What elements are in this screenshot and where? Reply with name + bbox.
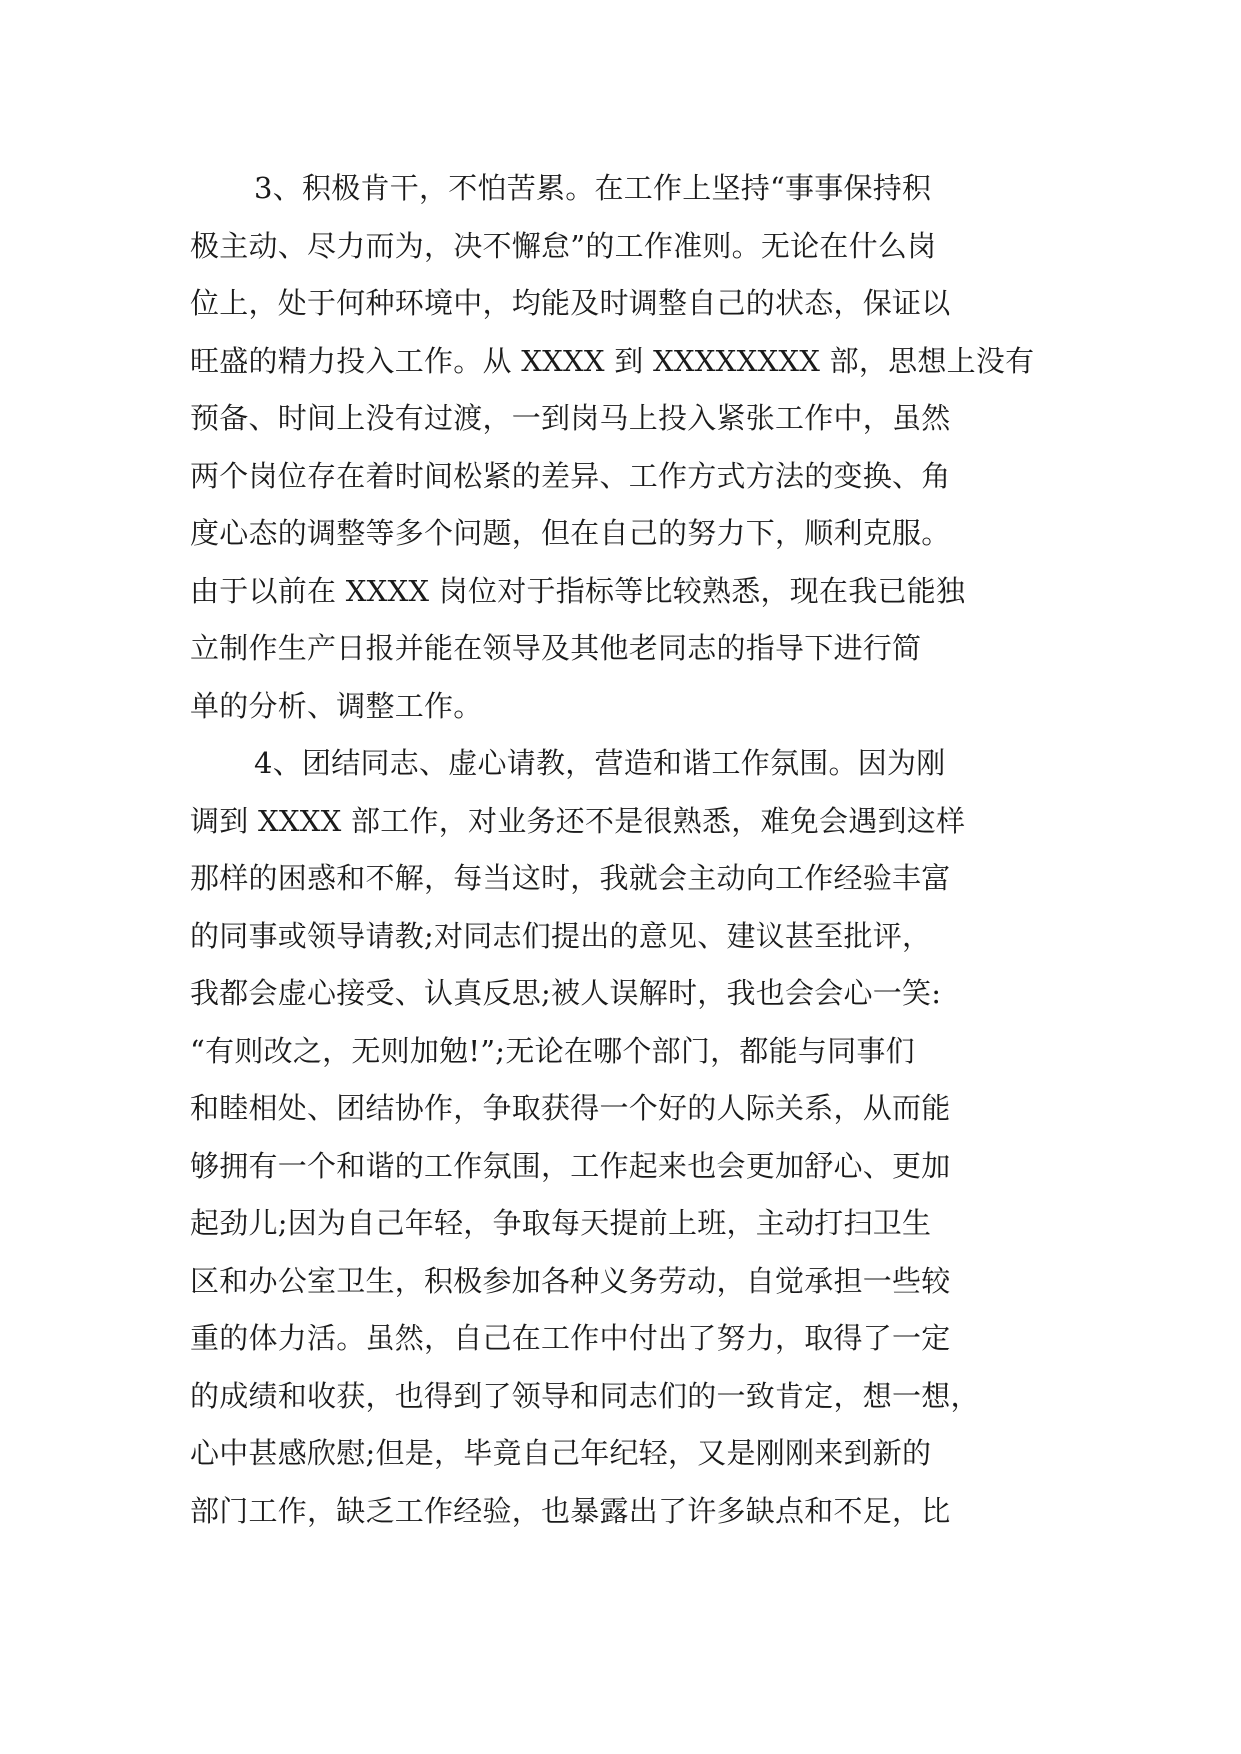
paragraph-4-line-9: 起劲儿;因为自己年轻，争取每天提前上班，主动打扫卫生 (190, 1206, 932, 1240)
paragraph-3-line-10: 单的分析、调整工作。 (190, 688, 483, 723)
paragraph-4-line-1: 4、团结同志、虚心请教，营造和谐工作氛围。因为刚 (254, 746, 946, 780)
paragraph-4-line-12: 的成绩和收获，也得到了领导和同志们的一致肯定，想一想， (190, 1378, 980, 1413)
paragraph-4-line-8: 够拥有一个和谐的工作氛围，工作起来也会更加舒心、更加 (190, 1148, 951, 1183)
paragraph-3-line-7: 度心态的调整等多个问题，但在自己的努力下，顺利克服。 (190, 516, 951, 550)
paragraph-3-line-4: 旺盛的精力投入工作。从 XXXX 到 XXXXXXXX 部，思想上没有 (190, 343, 1035, 378)
paragraph-3-line-2: 极主动、尽力而为，决不懈怠”的工作准则。无论在什么岗 (190, 228, 937, 263)
paragraph-4-line-5: 我都会虚心接受、认真反思;被人误解时，我也会会心一笑: (190, 976, 942, 1010)
paragraph-4-line-3: 那样的困惑和不解，每当这时，我就会主动向工作经验丰富 (190, 861, 951, 895)
paragraph-3-line-1: 3、积极肯干，不怕苦累。在工作上坚持“事事保持积 (254, 171, 932, 205)
paragraph-4-line-7: 和睦相处、团结协作，争取获得一个好的人际关系，从而能 (190, 1091, 951, 1125)
paragraph-4-line-2: 调到 XXXX 部工作，对业务还不是很熟悉，难免会遇到这样 (190, 803, 966, 838)
paragraph-4-line-4: 的同事或领导请教;对同志们提出的意见、建议甚至批评， (190, 918, 932, 953)
paragraph-4-line-6: “有则改之，无则加勉!”;无论在哪个部门，都能与同事们 (190, 1033, 915, 1068)
paragraph-3-line-6: 两个岗位存在着时间松紧的差异、工作方式方法的变换、角 (190, 458, 951, 493)
paragraph-3-line-3: 位上，处于何种环境中，均能及时调整自己的状态，保证以 (190, 286, 951, 320)
paragraph-3-line-9: 立制作生产日报并能在领导及其他老同志的指导下进行简 (190, 631, 922, 665)
paragraph-4-line-10: 区和办公室卫生，积极参加各种义务劳动，自觉承担一些较 (190, 1263, 951, 1298)
body-text (190, 160, 1090, 1540)
paragraph-4-line-11: 重的体力活。虽然，自己在工作中付出了努力，取得了一定 (190, 1321, 951, 1355)
paragraph-3-line-8: 由于以前在 XXXX 岗位对于指标等比较熟悉，现在我已能独 (190, 573, 966, 608)
paragraph-4-line-13: 心中甚感欣慰;但是，毕竟自己年纪轻，又是刚刚来到新的 (190, 1436, 932, 1470)
paragraph-3-line-5: 预备、时间上没有过渡，一到岗马上投入紧张工作中，虽然 (190, 401, 951, 435)
paragraph-4-line-14: 部门工作，缺乏工作经验，也暴露出了许多缺点和不足，比 (190, 1493, 951, 1528)
